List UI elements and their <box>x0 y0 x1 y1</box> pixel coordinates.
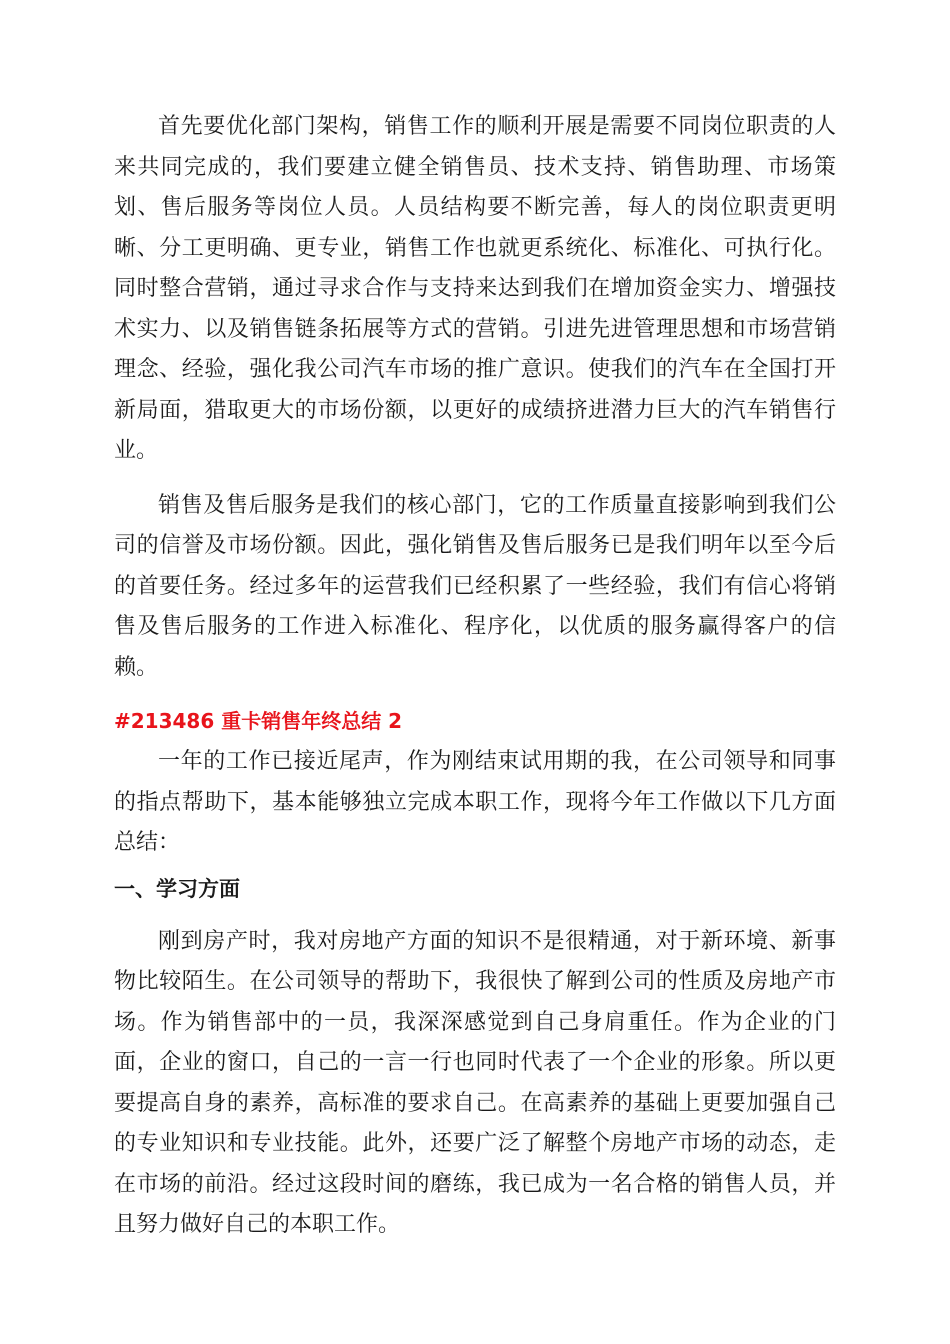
paragraph-study-details: 刚到房产时，我对房地产方面的知识不是很精通，对于新环境、新事物比较陌生。在公司领导的帮助下，我很快了解到公司的性质及房地产市场。作为销售部中的一员，我深深感觉到自己身肩重任。作为企业的门面，企业的窗口，自己的一言一行也同时代表了一个企业的形象。所以更要提高自身的素养，高标准的要求自己。在高素养的基础上更要加强自己的专业知识和专业技能。此外，还要广泛了解整个房地产市场的动态，走在市场的前沿。经过这段时间的磨练，我已成为一名合格的销售人员，并且努力做好自己的本职工作。 <box>114 928 836 1237</box>
document-page <box>114 107 836 1246</box>
article-title: #213486 重卡销售年终总结 2 <box>114 709 403 733</box>
paragraph-after-sales-service: 销售及售后服务是我们的核心部门，它的工作质量直接影响到我们公司的信誉及市场份额。因此，强化销售及售后服务已是我们明年以至今后的首要任务。经过多年的运营我们已经积累了一些经验，我们有信心将销售及售后服务的工作进入标准化、程序化，以优质的服务赢得客户的信赖。 <box>114 492 836 680</box>
paragraph-department-structure: 首先要优化部门架构，销售工作的顺利开展是需要不同岗位职责的人来共同完成的，我们要建立健全销售员、技术支持、销售助理、市场策划、售后服务等岗位人员。人员结构要不断完善，每人的岗位职责更明晰、分工更明确、更专业，销售工作也就更系统化、标准化、可执行化。同时整合营销，通过寻求合作与支持来达到我们在增加资金实力、增强技术实力、以及销售链条拓展等方式的营销。引进先进管理思想和市场营销理念、经验，强化我公司汽车市场的推广意识。使我们的汽车在全国打开新局面，猎取更大的市场份额，以更好的成绩挤进潜力巨大的汽车销售行业。 <box>114 114 836 463</box>
paragraph-year-intro: 一年的工作已接近尾声，作为刚结束试用期的我，在公司领导和同事的指点帮助下，基本能够独立完成本职工作，现将今年工作做以下几方面总结： <box>114 749 836 855</box>
section-heading-study: 一、学习方面 <box>114 876 240 901</box>
